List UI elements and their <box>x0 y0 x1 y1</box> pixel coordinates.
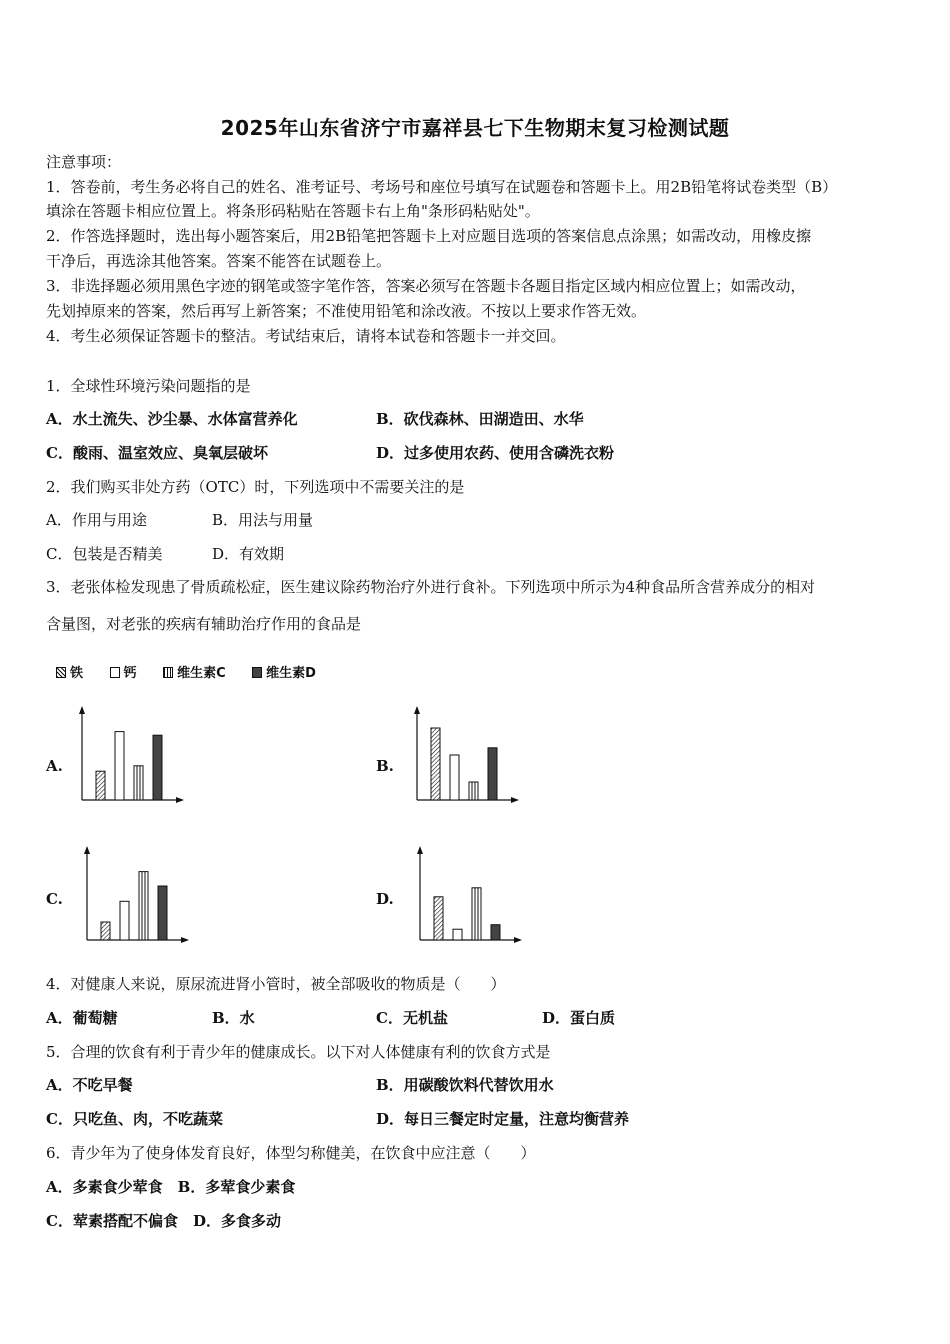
notice-line: 4．考生必须保证答题卡的整洁。考试结束后，请将本试卷和答题卡一并交回。 <box>46 327 566 345</box>
bar-chart-b <box>405 700 535 810</box>
bar-vitamin-c <box>469 782 478 800</box>
q1-option-b: B．砍伐森林、田湖造田、水华 <box>376 410 584 428</box>
bar-vitamin-c <box>472 888 481 940</box>
legend-item <box>163 662 226 681</box>
question-1-stem: 1．全球性环境污染问题指的是 <box>46 377 251 395</box>
q5-option-b: B．用碳酸饮料代替饮用水 <box>376 1076 554 1094</box>
y-axis-arrow <box>84 846 90 854</box>
y-axis-arrow <box>414 706 420 714</box>
notice-line: 干净后，再选涂其他答案。答案不能答在试题卷上。 <box>46 252 392 270</box>
bar-chart-d <box>408 840 538 950</box>
bar-vitamin-d <box>488 748 497 800</box>
q4-option-a: A．葡萄糖 <box>46 1009 118 1027</box>
notice-line: 先划掉原来的答案，然后再写上新答案；不准使用铅笔和涂改液。不按以上要求作答无效。 <box>46 302 647 320</box>
x-axis-arrow <box>514 937 522 943</box>
notice-line: 3．非选择题必须用黑色字迹的钢笔或签字笔作答，答案必须写在答题卡各题目指定区域内相应位置上；如需改动， <box>46 277 806 295</box>
chart-option-label: A. <box>46 757 63 775</box>
q2-option-d: D．有效期 <box>212 545 285 563</box>
q4-option-c: C．无机盐 <box>376 1009 448 1027</box>
bar-calcium <box>120 901 129 940</box>
notice-heading: 注意事项： <box>46 153 122 171</box>
q2-option-a: A．作用与用途 <box>46 511 147 529</box>
question-3-stem: 3．老张体检发现患了骨质疏松症，医生建议除药物治疗外进行食补。下列选项中所示为4种食品所含营养成分的相对 <box>46 578 816 596</box>
bar-chart-c <box>75 840 205 950</box>
q1-option-a: A．水土流失、沙尘暴、水体富营养化 <box>46 410 298 428</box>
legend-item <box>110 662 137 681</box>
question-3-stem: 含量图，对老张的疾病有辅助治疗作用的食品是 <box>46 615 362 633</box>
legend-label: 维生素C <box>177 666 226 681</box>
q2-option-c: C．包装是否精美 <box>46 545 163 563</box>
bar-vitamin-c <box>134 766 143 800</box>
x-axis-arrow <box>176 797 184 803</box>
legend-label: 维生素D <box>266 666 316 681</box>
q4-option-b: B．水 <box>212 1009 255 1027</box>
q2-option-b: B．用法与用量 <box>212 511 314 529</box>
q5-option-c: C．只吃鱼、肉，不吃蔬菜 <box>46 1110 223 1128</box>
legend-item <box>56 662 83 681</box>
notice-line: 1．答卷前，考生务必将自己的姓名、准考证号、考场号和座位号填写在试题卷和答题卡上。用2B铅笔将试卷类型（B） <box>46 178 838 196</box>
bar-vitamin-d <box>491 925 500 940</box>
chart-option-label: D. <box>376 890 394 908</box>
x-axis-arrow <box>181 937 189 943</box>
q4-option-d: D．蛋白质 <box>542 1009 616 1027</box>
bar-iron <box>434 897 443 940</box>
bar-vitamin-d <box>158 886 167 940</box>
question-6-stem: 6．青少年为了使身体发育良好，体型匀称健美，在饮食中应注意（ ） <box>46 1144 536 1162</box>
y-axis-arrow <box>79 706 85 714</box>
legend-swatch <box>163 667 173 678</box>
question-4-stem: 4．对健康人来说，原尿流进肾小管时，被全部吸收的物质是（ ） <box>46 975 506 993</box>
legend-swatch <box>56 667 66 678</box>
bar-calcium <box>115 732 124 800</box>
bar-iron <box>96 771 105 800</box>
bar-calcium <box>453 929 462 940</box>
legend-swatch <box>252 667 262 678</box>
x-axis-arrow <box>511 797 519 803</box>
y-axis-arrow <box>417 846 423 854</box>
q6-options-ab: A．多素食少荤食 B．多荤食少素食 <box>46 1178 296 1196</box>
chart-legend <box>56 662 338 681</box>
bar-vitamin-d <box>153 735 162 800</box>
q1-option-c: C．酸雨、温室效应、臭氧层破坏 <box>46 444 268 462</box>
q1-option-d: D．过多使用农药、使用含磷洗衣粉 <box>376 444 615 462</box>
notice-line: 填涂在答题卡相应位置上。将条形码粘贴在答题卡右上角"条形码粘贴处"。 <box>46 202 540 220</box>
legend-label: 钙 <box>123 666 137 681</box>
legend-swatch <box>110 667 120 678</box>
q5-option-d: D．每日三餐定时定量，注意均衡营养 <box>376 1110 630 1128</box>
bar-iron <box>101 922 110 940</box>
bar-iron <box>431 728 440 800</box>
bar-vitamin-c <box>139 872 148 940</box>
legend-label: 铁 <box>70 666 84 681</box>
legend-item <box>252 662 316 681</box>
chart-option-label: C. <box>46 890 63 908</box>
q6-options-cd: C．荤素搭配不偏食 D．多食多动 <box>46 1212 281 1230</box>
q5-option-a: A．不吃早餐 <box>46 1076 133 1094</box>
notice-line: 2．作答选择题时，选出每小题答案后，用2B铅笔把答题卡上对应题目选项的答案信息点涂黑；如需改动，用橡皮擦 <box>46 227 812 245</box>
question-2-stem: 2．我们购买非处方药（OTC）时，下列选项中不需要关注的是 <box>46 478 465 496</box>
page-title: 2025年山东省济宁市嘉祥县七下生物期末复习检测试题 <box>220 116 730 140</box>
bar-calcium <box>450 755 459 800</box>
bar-chart-a <box>70 700 200 810</box>
chart-option-label: B. <box>376 757 394 775</box>
question-5-stem: 5．合理的饮食有利于青少年的健康成长。以下对人体健康有利的饮食方式是 <box>46 1043 551 1061</box>
